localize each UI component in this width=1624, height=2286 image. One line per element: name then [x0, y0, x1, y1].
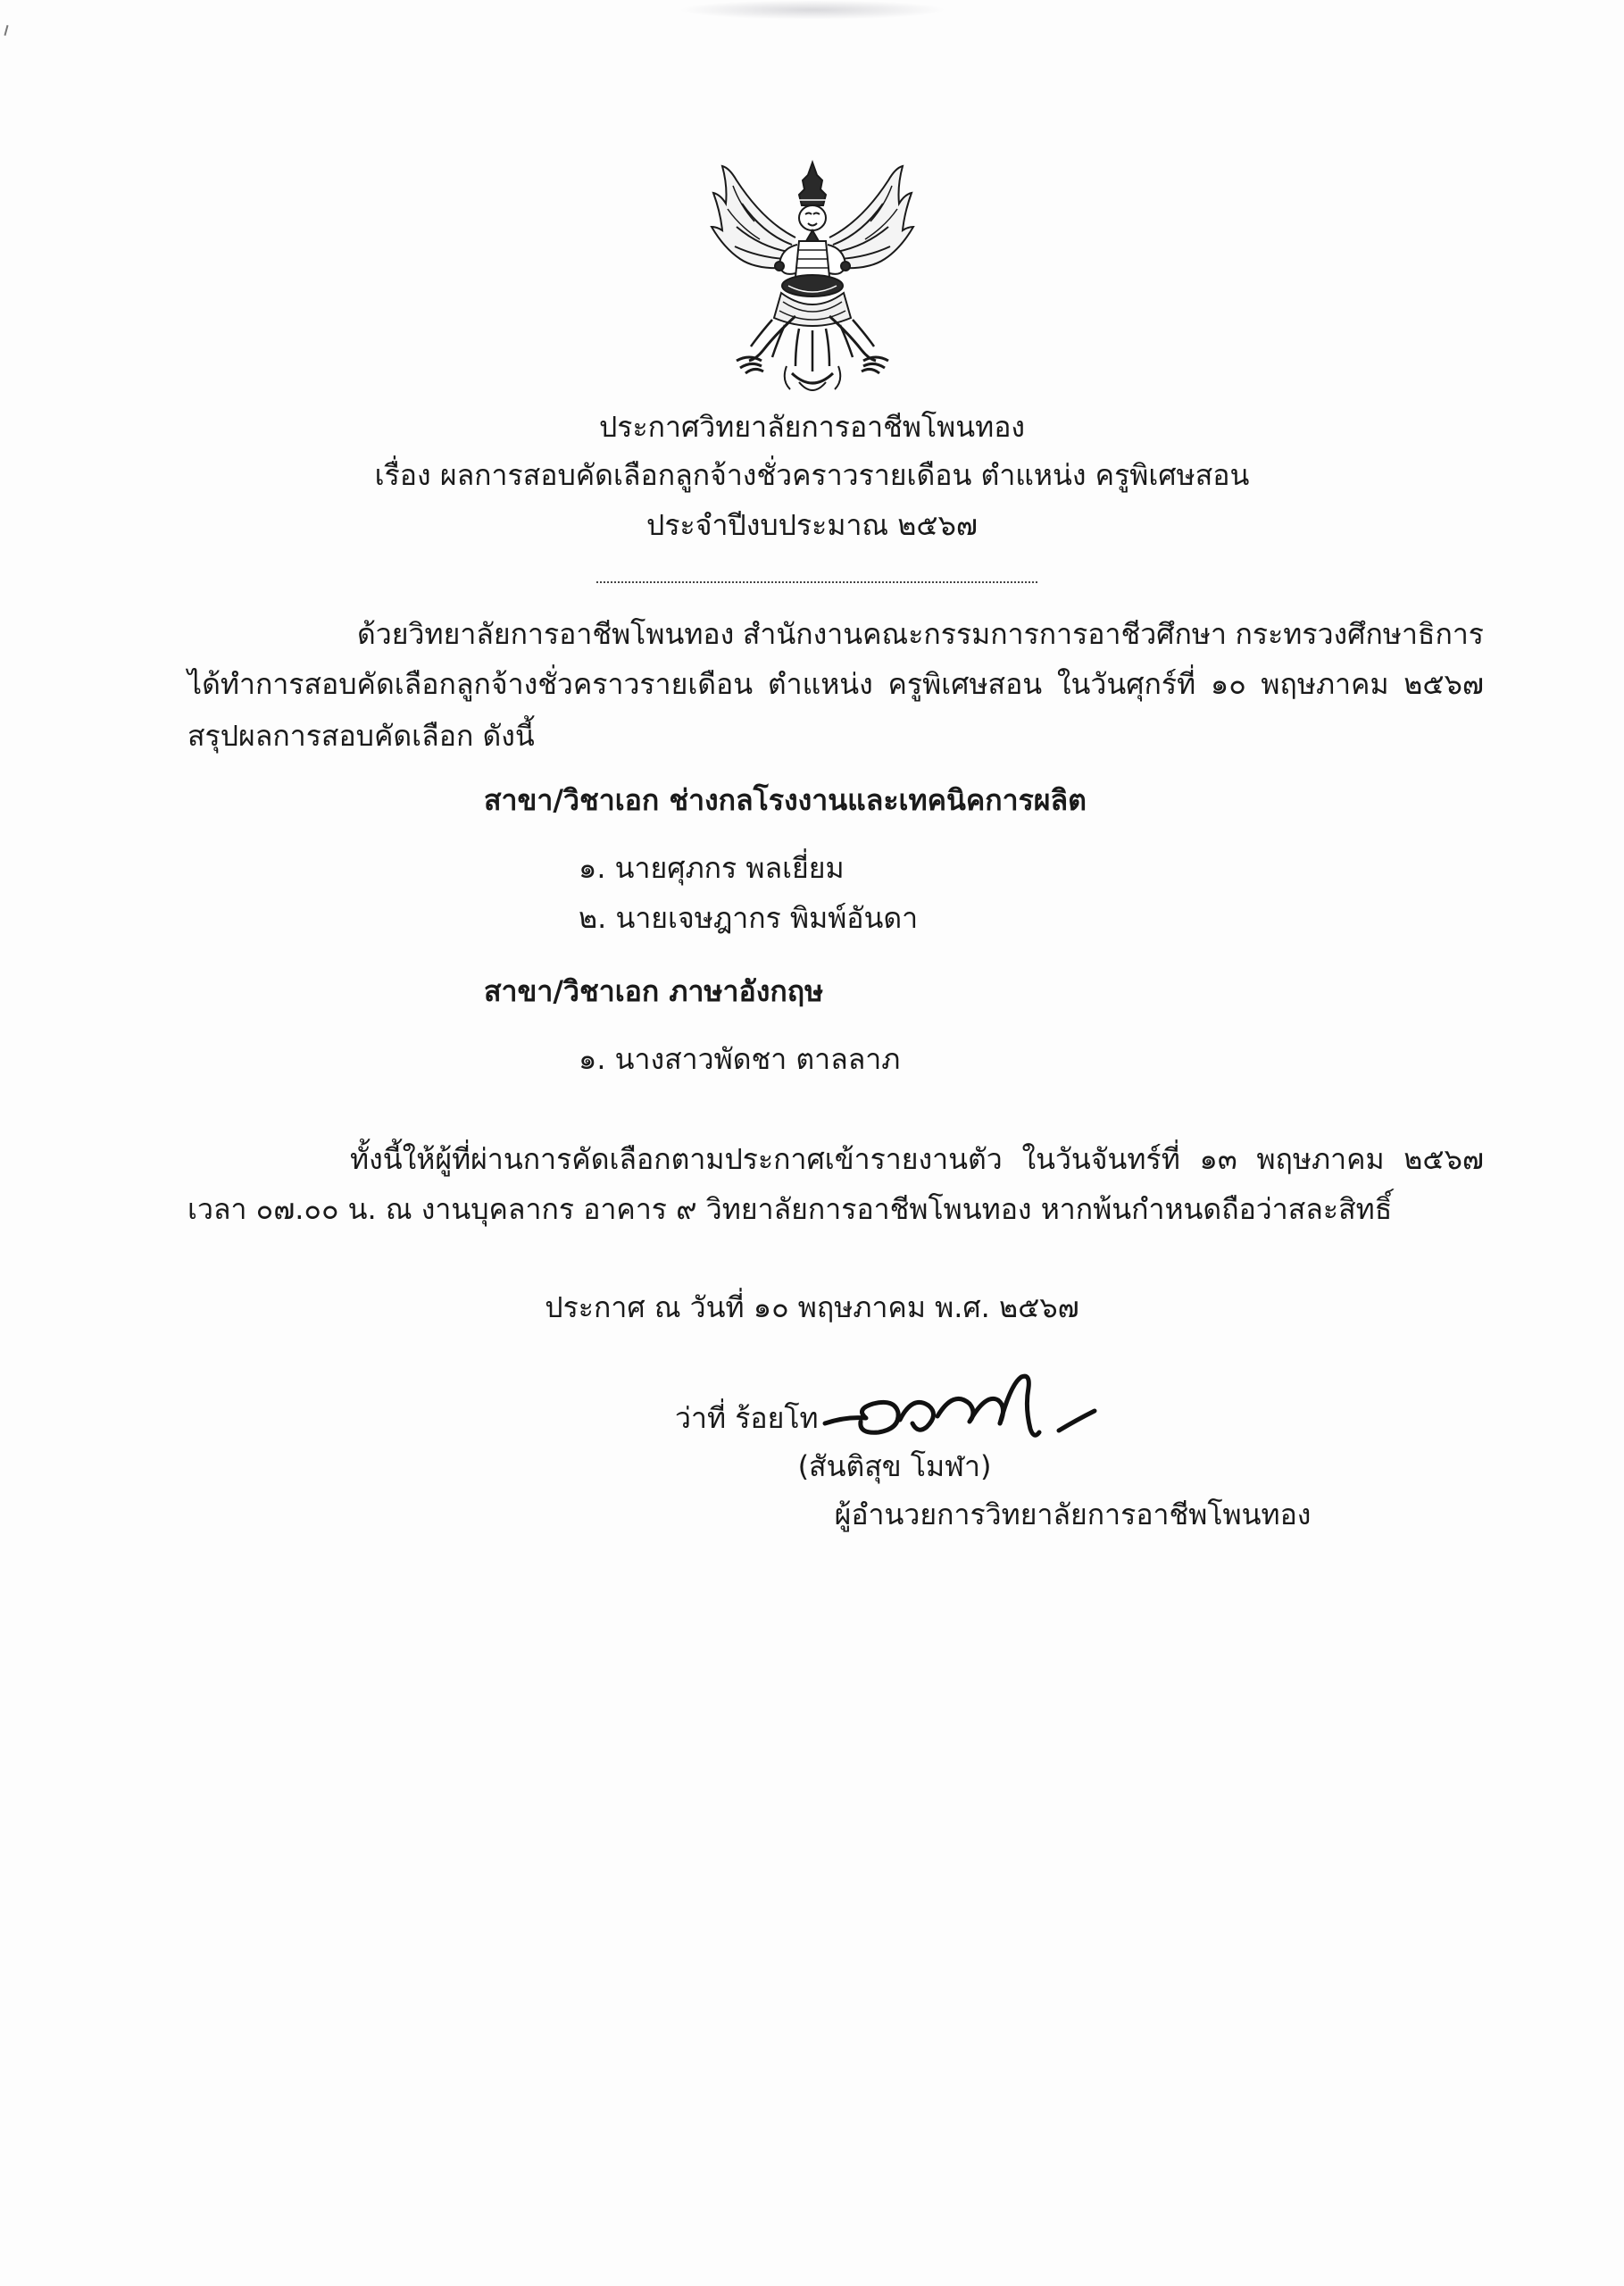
dotted-divider	[596, 581, 1037, 583]
major-heading: สาขา/วิชาเอก ภาษาอังกฤษ	[484, 974, 824, 1008]
scan-mark	[4, 25, 8, 36]
fiscal-year: ประจำปีงบประมาณ ๒๕๖๗	[646, 508, 978, 542]
selected-person: ๑. นางสาวพัดชา ตาลลาภ	[579, 1042, 901, 1076]
intro-line-1	[357, 616, 1484, 652]
intro-word: ตำแหน่ง	[767, 667, 873, 701]
report-word: พฤษภาคม	[1256, 1142, 1385, 1176]
report-word: ๑๓	[1199, 1142, 1237, 1176]
signer-position: ผู้อำนวยการวิทยาลัยการอาชีพโพนทอง	[834, 1498, 1312, 1531]
report-word: ๒๕๖๗	[1403, 1142, 1484, 1176]
signer-name: (สันติสุข โมฬา)	[797, 1449, 992, 1483]
intro-word: พฤษภาคม	[1261, 667, 1389, 701]
intro-word: ด้วยวิทยาลัยการอาชีพโพนทอง	[357, 617, 735, 651]
intro-word: สำนักงานคณะกรรมการการอาชีวศึกษา	[742, 617, 1227, 651]
handwritten-signature	[820, 1357, 1098, 1454]
intro-word: ๒๕๖๗	[1403, 667, 1484, 701]
signer-rank: ว่าที่ ร้อยโท	[675, 1401, 819, 1435]
announcement-date: ประกาศ ณ วันที่ ๑๐ พฤษภาคม พ.ศ. ๒๕๖๗	[545, 1290, 1079, 1324]
intro-word: ได้ทำการสอบคัดเลือกลูกจ้างชั่วคราวรายเดือน	[187, 667, 754, 701]
selected-person: ๑. นายศุภกร พลเยี่ยม	[579, 851, 845, 885]
report-line-2: เวลา ๐๗.๐๐ น. ณ งานบุคลากร อาคาร ๙ วิทยาลัยการอาชีพโพนทอง หากพ้นกำหนดถือว่าสละสิทธิ์	[187, 1192, 1393, 1226]
major-heading: สาขา/วิชาเอก ช่างกลโรงงานและเทคนิคการผลิต	[484, 783, 1087, 817]
intro-line-3: สรุปผลการสอบคัดเลือก ดังนี้	[187, 719, 535, 753]
garuda-emblem-icon	[710, 159, 915, 400]
selected-person: ๒. นายเจษฎากร พิมพ์อันดา	[579, 901, 919, 935]
intro-word: ๑๐	[1210, 667, 1246, 701]
report-line-1	[350, 1141, 1484, 1177]
announcement-title: ประกาศวิทยาลัยการอาชีพโพนทอง	[598, 410, 1026, 444]
intro-word: กระทรวงศึกษาธิการ	[1235, 617, 1484, 651]
intro-word: ในวันศุกร์ที่	[1056, 667, 1196, 701]
report-word: ในวันจันทร์ที่	[1021, 1142, 1180, 1176]
intro-line-2	[187, 666, 1484, 702]
intro-word: ครูพิเศษสอน	[887, 667, 1043, 701]
announcement-subject: เรื่อง ผลการสอบคัดเลือกลูกจ้างชั่วคราวรายเดือน ตำแหน่ง ครูพิเศษสอน	[374, 458, 1250, 492]
scan-shadow	[679, 0, 946, 20]
report-word: ทั้งนี้ให้ผู้ที่ผ่านการคัดเลือกตามประกาศเข้ารายงานตัว	[350, 1142, 1003, 1176]
